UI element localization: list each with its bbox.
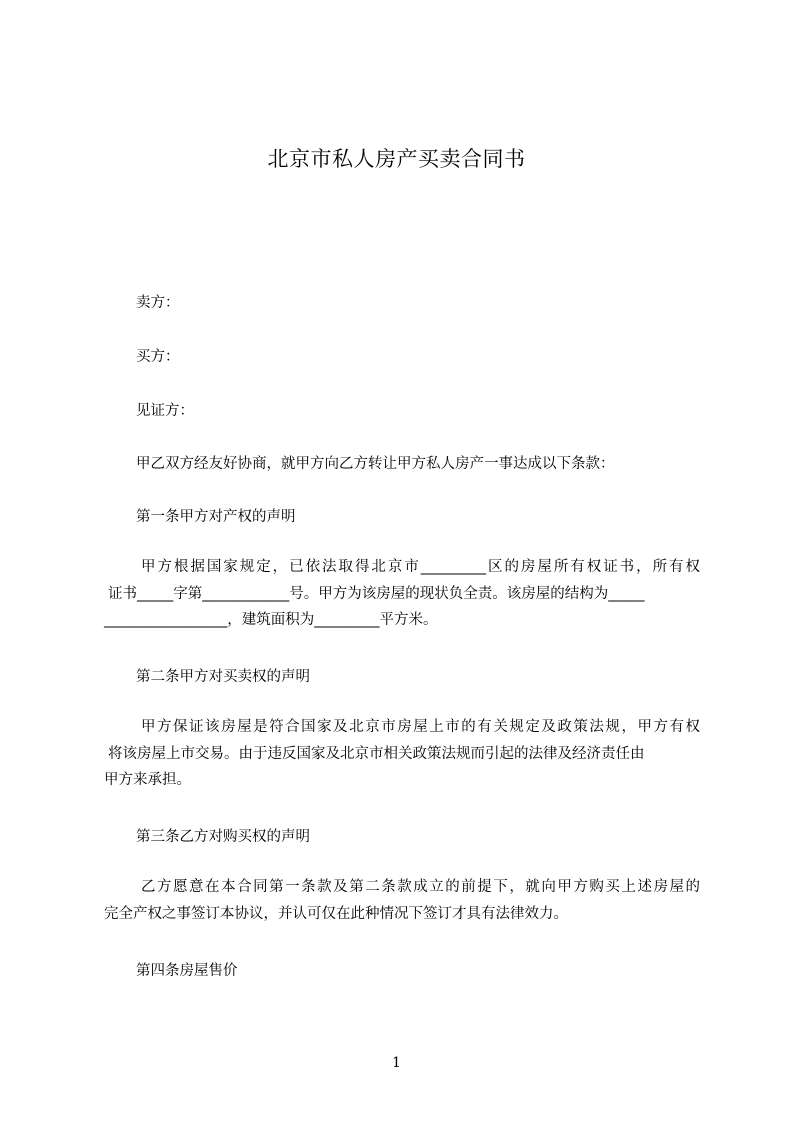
preamble-text: 甲乙双方经友好协商，就甲方向乙方转让甲方私人房产一事达成以下条款： bbox=[136, 456, 615, 472]
page-number: 1 bbox=[392, 1055, 401, 1071]
article2-line-2: 将该房屋上市交易。由于违反国家及北京市相关政策法规而引起的法律及经济责任由 bbox=[108, 745, 645, 762]
article1-body bbox=[104, 554, 704, 634]
article1-line-2: 证书_____字第____________号。甲方为该房屋的现状负全责。该房屋的结构为_____ bbox=[108, 585, 645, 602]
article1-line-3: _________________，建筑面积为_________平方米。 bbox=[104, 612, 438, 628]
article3-line-1: 乙方愿意在本合同第一条款及第二条款成立的前提下，就向甲方购买上述房屋的 bbox=[141, 879, 700, 895]
article2-heading: 第二条甲方对买卖权的声明 bbox=[136, 669, 310, 685]
article2-body bbox=[104, 714, 704, 794]
article1-heading: 第一条甲方对产权的声明 bbox=[136, 509, 296, 525]
seller-label: 卖方： bbox=[136, 295, 180, 311]
article4-heading: 第四条房屋售价 bbox=[136, 963, 238, 979]
document-title: 北京市私人房产买卖合同书 bbox=[267, 147, 526, 171]
buyer-label: 买方： bbox=[136, 349, 180, 365]
article1-line-1: 甲方根据国家规定，已依法取得北京市_________区的房屋所有权证书，所有权 bbox=[141, 559, 700, 575]
article3-line-2: 完全产权之事签订本协议，并认可仅在此种情况下签订才具有法律效力。 bbox=[104, 905, 568, 922]
article3-heading: 第三条乙方对购买权的声明 bbox=[136, 829, 310, 845]
article3-body bbox=[104, 874, 704, 927]
article2-line-1: 甲方保证该房屋是符合国家及北京市房屋上市的有关规定及政策法规，甲方有权 bbox=[141, 719, 700, 735]
article2-line-3: 甲方来承担。 bbox=[104, 772, 191, 788]
witness-label: 见证方： bbox=[136, 403, 194, 419]
